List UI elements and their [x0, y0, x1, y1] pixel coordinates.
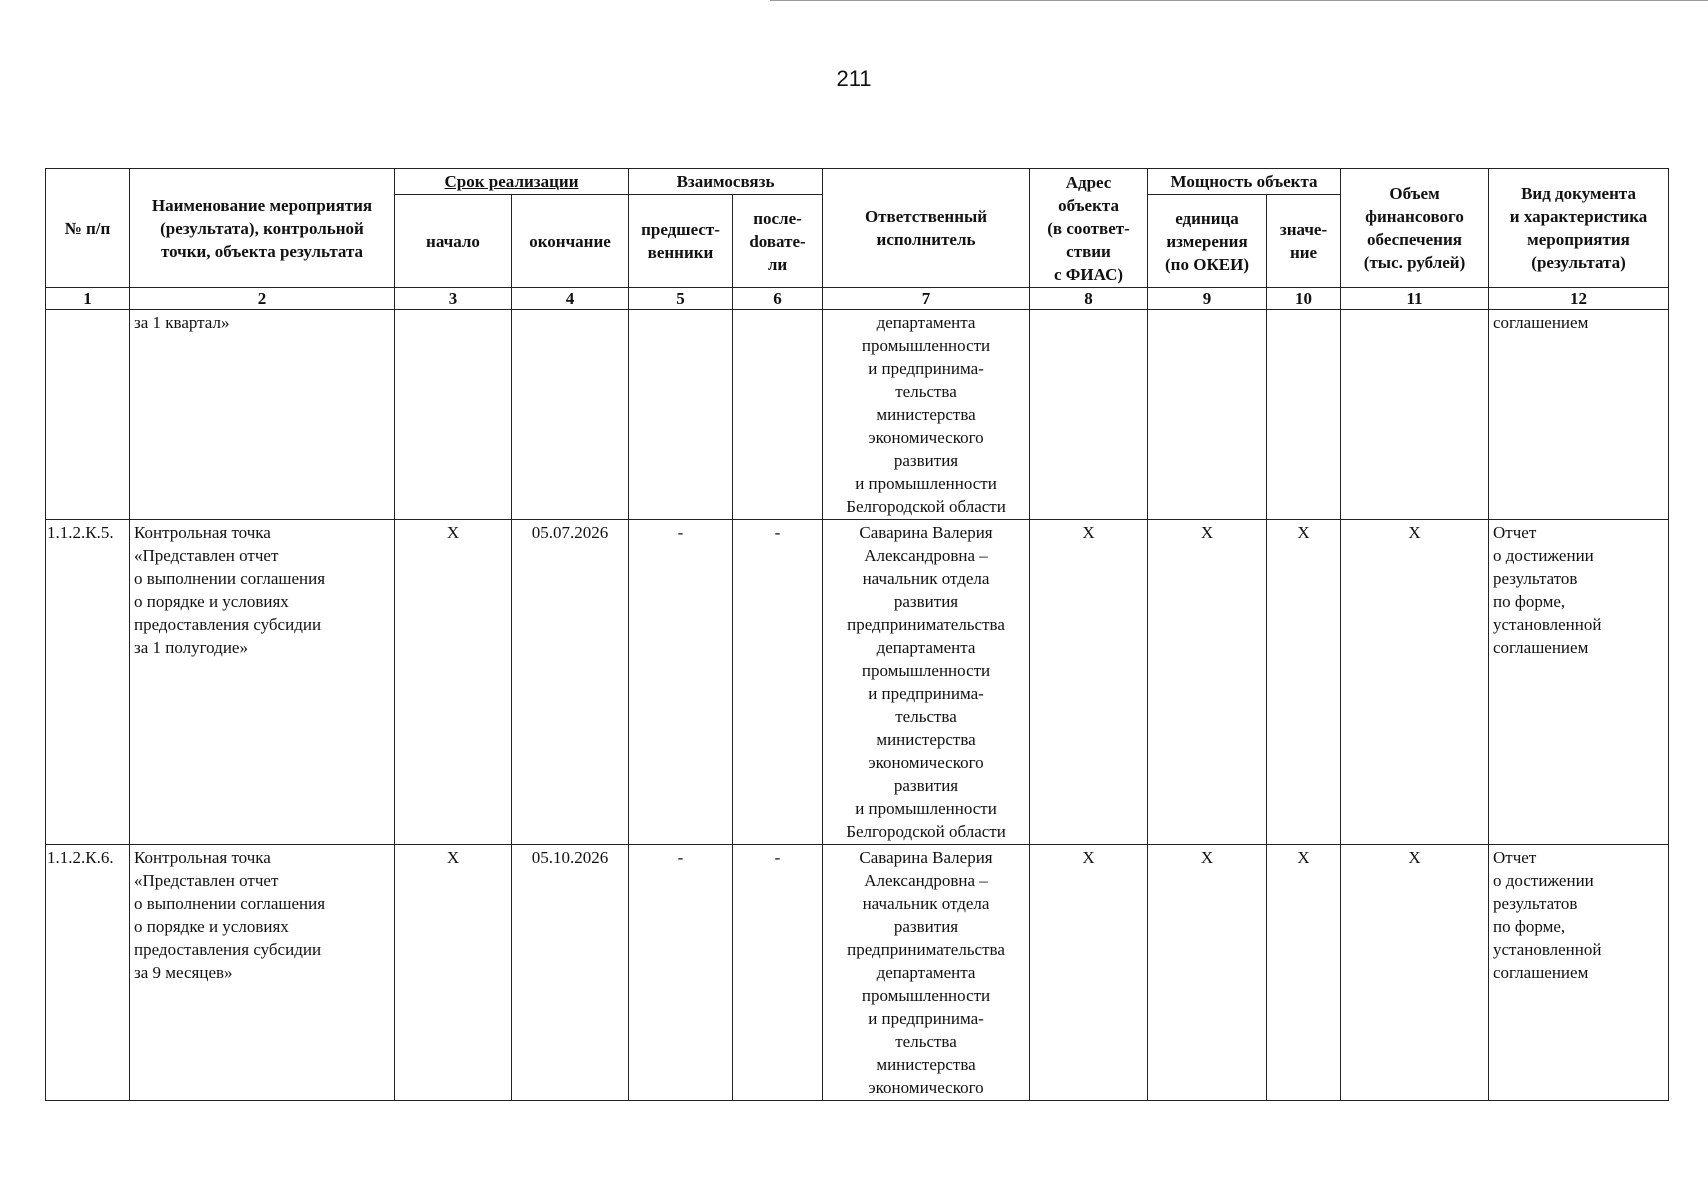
- row-document: Отчет о достижении результатов по форме, установленной соглашением: [1489, 520, 1669, 845]
- row-address: [1030, 310, 1148, 520]
- column-number: 11: [1341, 288, 1489, 310]
- row-unit: Х: [1148, 520, 1267, 845]
- row-end: 05.07.2026: [512, 520, 629, 845]
- column-number: 2: [130, 288, 395, 310]
- header-address: Адрес объекта (в соответ- ствии с ФИАС): [1030, 169, 1148, 288]
- row-predecessors: -: [629, 845, 733, 1101]
- table-row: [46, 310, 1669, 520]
- header-document: Вид документа и характеристика мероприятия (результата): [1489, 169, 1669, 288]
- row-start: Х: [395, 845, 512, 1101]
- row-address: Х: [1030, 520, 1148, 845]
- column-number: 9: [1148, 288, 1267, 310]
- row-num: 1.1.2.К.6.: [46, 845, 130, 1101]
- column-number: 12: [1489, 288, 1669, 310]
- header-successors: после- dовате- ли: [733, 195, 823, 288]
- column-number: 10: [1267, 288, 1341, 310]
- row-successors: -: [733, 845, 823, 1101]
- header-responsible: Ответственный исполнитель: [823, 169, 1030, 288]
- row-value: Х: [1267, 845, 1341, 1101]
- row-successors: -: [733, 520, 823, 845]
- header-unit: единица измерения (по ОКЕИ): [1148, 195, 1267, 288]
- row-responsible: Саварина Валерия Александровна – начальник отдела развития предпринимательства департамента промышленности и предпринима- тельства министерства экономического: [823, 845, 1030, 1101]
- row-successors: [733, 310, 823, 520]
- column-number: 8: [1030, 288, 1148, 310]
- row-name: за 1 квартал»: [130, 310, 395, 520]
- row-finance: Х: [1341, 845, 1489, 1101]
- header-group-link: Взаимосвязь: [629, 169, 823, 195]
- column-number: 7: [823, 288, 1030, 310]
- column-number: 3: [395, 288, 512, 310]
- row-value: [1267, 310, 1341, 520]
- row-document: соглашением: [1489, 310, 1669, 520]
- schedule-table: [45, 168, 1669, 1101]
- column-number: 1: [46, 288, 130, 310]
- row-name: Контрольная точка «Представлен отчет о выполнении соглашения о порядке и условиях предоставления субсидии за 9 месяцев»: [130, 845, 395, 1101]
- row-start: [395, 310, 512, 520]
- row-finance: Х: [1341, 520, 1489, 845]
- row-responsible: Саварина Валерия Александровна – начальник отдела развития предпринимательства департамента промышленности и предпринима- тельства министерства экономического развития и промышленности Белгородской области: [823, 520, 1030, 845]
- table-row: [46, 845, 1669, 1101]
- row-num: 1.1.2.К.5.: [46, 520, 130, 845]
- header-group-power: Мощность объекта: [1148, 169, 1341, 195]
- row-document: Отчет о достижении результатов по форме, установленной соглашением: [1489, 845, 1669, 1101]
- row-address: Х: [1030, 845, 1148, 1101]
- row-end: [512, 310, 629, 520]
- row-end: 05.10.2026: [512, 845, 629, 1101]
- header-predecessors: предшест- венники: [629, 195, 733, 288]
- header-end: окончание: [512, 195, 629, 288]
- header-group-term: Срок реализации: [395, 169, 629, 195]
- top-scan-rule: [770, 0, 1708, 1]
- header-name: Наименование мероприятия (результата), контрольной точки, объекта результата: [130, 169, 395, 288]
- row-unit: Х: [1148, 845, 1267, 1101]
- row-finance: [1341, 310, 1489, 520]
- page-number: 211: [836, 66, 872, 91]
- row-predecessors: [629, 310, 733, 520]
- row-responsible: департамента промышленности и предпринима- тельства министерства экономического развития и промышленности Белгородской области: [823, 310, 1030, 520]
- header-start: начало: [395, 195, 512, 288]
- row-value: Х: [1267, 520, 1341, 845]
- table-row: [46, 520, 1669, 845]
- row-name: Контрольная точка «Представлен отчет о выполнении соглашения о порядке и условиях предоставления субсидии за 1 полугодие»: [130, 520, 395, 845]
- row-num: [46, 310, 130, 520]
- column-number: 5: [629, 288, 733, 310]
- column-number: 6: [733, 288, 823, 310]
- header-num: № п/п: [46, 169, 130, 288]
- row-unit: [1148, 310, 1267, 520]
- header-value: значе- ние: [1267, 195, 1341, 288]
- column-number: 4: [512, 288, 629, 310]
- header-finance: Объем финансового обеспечения (тыс. рублей): [1341, 169, 1489, 288]
- row-start: Х: [395, 520, 512, 845]
- row-predecessors: -: [629, 520, 733, 845]
